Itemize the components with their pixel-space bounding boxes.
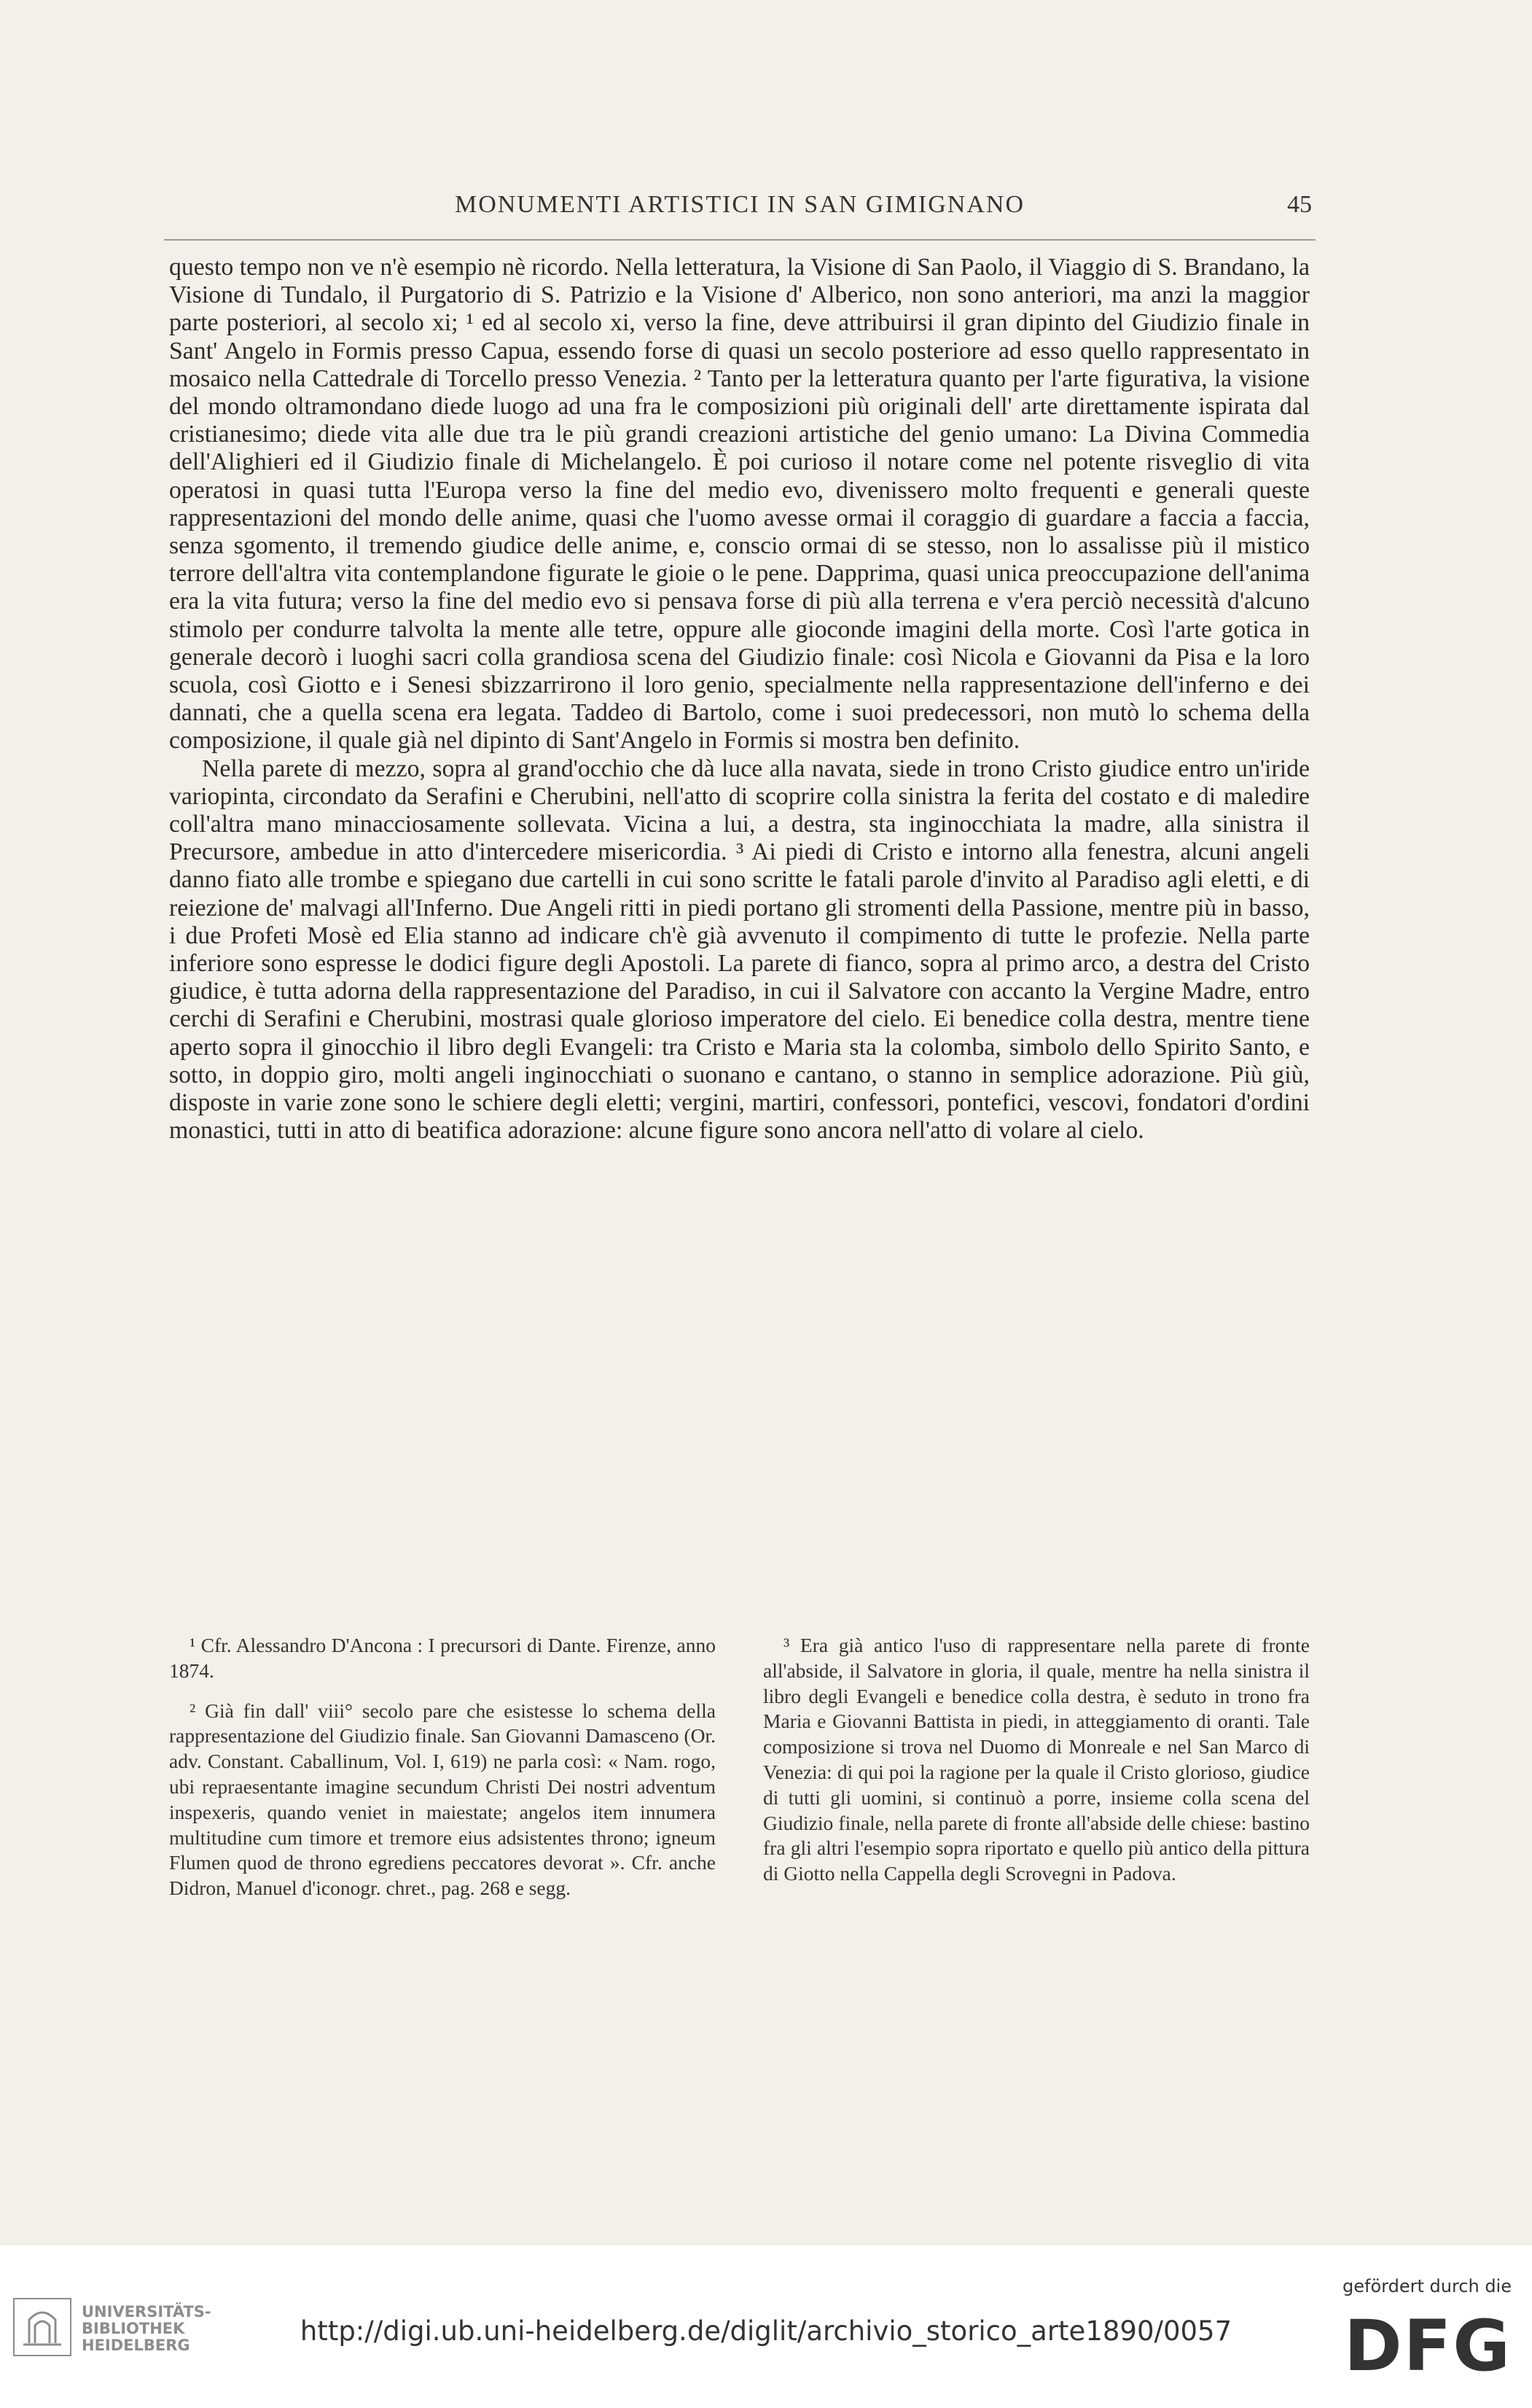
running-header — [168, 191, 1312, 226]
paragraph: Nella parete di mezzo, sopra al grand'occhio che dà luce alla navata, siede in trono Cristo giudice entro un'iride variopinta, circondato da Serafini e Cherubini, nell'atto di scoprire colla sinistra la ferita del costato e di maledire coll'altra mano minacciosamente sollevata. Vicina a lui, a destra, sta inginocchiata la madre, alla sinistra il Precursore, ambedue in atto d'intercedere misericordia. ³ Ai piedi di Cristo e intorno alla fenestra, alcuni angeli danno fiato alle trombe e spiegano due cartelli in cui sono scritte le fatali parole d'invito al Paradiso agli eletti, e di reiezione de' malvagi all'Inferno. Due Angeli ritti in piedi portano gli stromenti della Passione, mentre più in basso, i due Profeti Mosè ed Elia stanno ad indicare ch'è già avvenuto il compimento di tutte le profezie. Nella parte inferiore sono espresse le dodici figure degli Apostoli. La parete di fianco, sopra al primo arco, a destra del Cristo giudice, è tutta adorna della rappresentazione del Paradiso, in cui il Salvatore con accanto la Vergine Madre, entro cerchi di Serafini e Cherubini, mostrasi quale glorioso imperatore del cielo. Ei benedice colla destra, mentre tiene aperto sopra il ginocchio il libro degli Evangeli: tra Cristo e Maria sta la colomba, simbolo dello Spirito Santo, e sotto, in doppio giro, molti angeli inginocchiati o suonano e cantano, o stanno in semplice adorazione. Più giù, disposte in varie zone sono le schiere degli eletti; vergini, martiri, confessori, pontefici, vescovi, fondatori d'ordini monastici, tutti in atto di beatifica adorazione: alcune figure sono ancora nell'atto di volare al cielo. — [169, 755, 1310, 1145]
institution-name: UNIVERSITÄTS- BIBLIOTHEK HEIDELBERG — [82, 2303, 211, 2354]
footnote: ² Già fin dall' viii° secolo pare che esistesse lo schema della rappresentazione del Giudizio finale. San Giovanni Damasceno (Or. adv. Constant. Caballinum, Vol. I, 619) ne parla così: « Nam. rogo, ubi repraesentante imagine secundum Christi Dei nostri adventum inspexeris, quando veniet in maiestate; angelos item innumera multitudine cum timore et tremore eius adsistentes throno; igneum Flumen quod de throno egrediens peccatores devorat ». Cfr. anche Didron, Manuel d'iconogr. chret., pag. 268 e segg. — [169, 1699, 716, 1900]
header-rule — [164, 239, 1316, 241]
footnotes-left-column — [169, 1633, 716, 1916]
paragraph: questo tempo non ve n'è esempio nè ricordo. Nella letteratura, la Visione di San Paolo, il Viaggio di S. Brandano, la Visione di Tundalo, il Purgatorio di S. Patrizio e la Visione d' Alberico, non sono anteriori, ma anzi la maggior parte posteriori, al secolo xi; ¹ ed al secolo xi, verso la fine, deve attribuirsi il gran dipinto del Giudizio finale in Sant' Angelo in Formis presso Capua, essendo forse di quasi un secolo posteriore ad esso quello rappresentato in mosaico nella Cattedrale di Torcello presso Venezia. ² Tanto per la letteratura quanto per l'arte figurativa, la visione del mondo oltramondano diede luogo ad una fra le composizioni più originali dell' arte direttamente ispirata dal cristianesimo; diede vita alle due tra le più grandi creazioni artistiche del genio umano: La Divina Commedia dell'Alighieri ed il Giudizio finale di Michelangelo. È poi curioso il notare come nel potente risveglio di vita operatosi in quasi tutta l'Europa verso la fine del medio evo, divenissero molto frequenti e generali queste rappresentazioni del mondo delle anime, quasi che l'uomo avesse ormai il coraggio di guardare a faccia a faccia, senza sgomento, il tremendo giudice delle anime, e, conscio ormai di se stesso, non lo assalisse più il mistico terrore dell'altra vita contemplandone figurate le gioie o le pene. Dapprima, quasi unica preoccupazione dell'anima era la vita futura; verso la fine del medio evo si pensava forse di più alla terrena e v'era perciò necessità d'alcuno stimolo per condurre talvolta la mente alle tetre, oppure alle gioconde imagini della morte. Così l'arte gotica in generale decorò i luoghi sacri colla grandiosa scena del Giudizio finale: così Nicola e Giovanni da Pisa e la loro scuola, così Giotto e i Senesi sbizzarrirono il loro genio, specialmente nella rappresentazione dell'inferno e dei dannati, che a quella scena era legata. Taddeo di Bartolo, come i suoi predecessori, non mutò lo schema della composizione, il quale già nel dipinto di Sant'Angelo in Formis si mostra ben definito. — [169, 254, 1310, 755]
footnote: ³ Era già antico l'uso di rappresentare nella parete di fronte all'abside, il Salvatore in gloria, il quale, mentre ha nella sinistra il libro degli Evangeli e benedice colla destra, è seduto in trono fra Maria e Giovanni Battista in piedi, in atteggiamento di oranti. Tale composizione si trova nel Duomo di Monreale e nel San Marco di Venezia: di qui poi la ragione per la quale il Cristo glorioso, giudice di tutti gli uomini, si continuò a porre, insieme colla scena del Giudizio finale, nella parete di fronte all'abside delle chiese: bastino fra gli altri l'esempio sopra riportato e quello più antico della pittura di Giotto nella Cappella degli Scrovegni in Padova. — [763, 1634, 1310, 1885]
running-title: MONUMENTI ARTISTICI IN SAN GIMIGNANO — [454, 191, 1025, 218]
permalink-url[interactable]: http://digi.ub.uni-heidelberg.de/diglit/archivio_storico_arte1890/0057 — [300, 2315, 1232, 2347]
viewer-footer — [0, 2245, 1532, 2408]
footnote: ¹ Cfr. Alessandro D'Ancona : I precursori di Dante. Firenze, anno 1874. — [169, 1634, 716, 1682]
dfg-logo-icon: DFG — [1343, 2305, 1512, 2387]
main-text — [169, 254, 1310, 1145]
footnotes-right-column — [763, 1633, 1310, 1901]
funded-by-label: gefördert durch die — [1343, 2276, 1512, 2296]
page-number: 45 — [1287, 191, 1312, 218]
footnotes — [169, 1633, 1310, 2100]
